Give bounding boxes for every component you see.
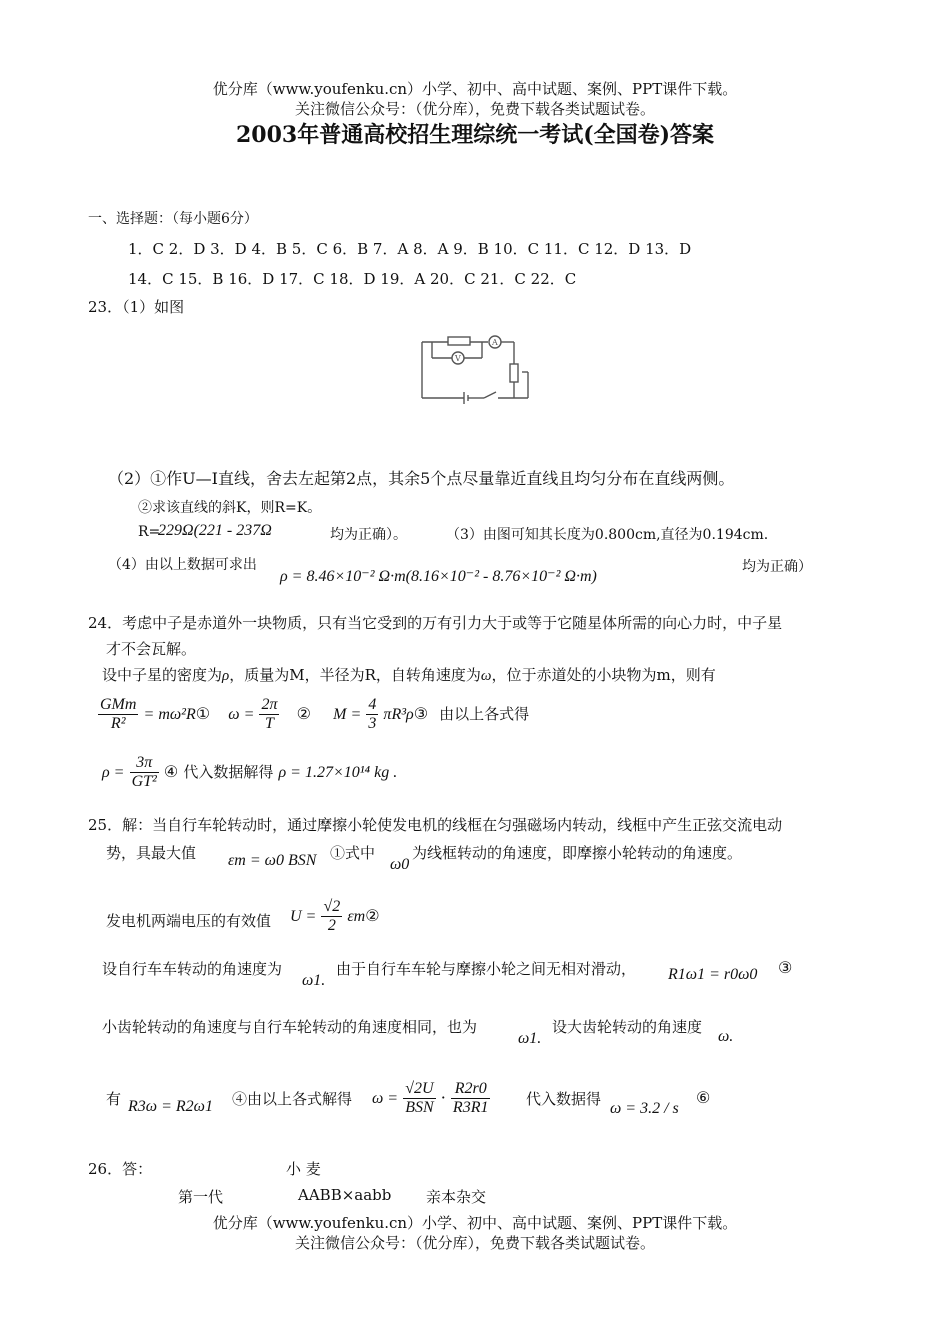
q25-marker-3: ③ <box>778 958 793 977</box>
q25-omega0: ω0 <box>390 856 410 873</box>
answers-row-1: 1．C 2．D 3．D 4．B 5．C 6．B 7．A 8．A 9．B 10．C 11．C 12．D 13．D <box>128 240 692 258</box>
q24-equation-row-1: $\frac{\text{GMm}}{\text{R²}}$ = mω²R① ω = $\frac{2\pi}{T}$ ② M = $\frac{4}{3}$ πR³ρ③ 由以上各式得 <box>100 696 530 732</box>
q23-part2: （2）①作U—I直线，舍去左起第2点，其余5个点尽量靠近直线且均匀分布在直线两侧。 <box>108 469 735 488</box>
eq-voltage-fraction: $\frac{√2}{2}$ <box>323 898 341 934</box>
q23-r-value: 229Ω(221 - 237Ω <box>158 522 272 539</box>
q25-line-3a: 发电机两端电压的有效值 <box>106 912 272 930</box>
eq-mass-fraction: $\frac{4}{3}$ <box>368 696 377 732</box>
footer-line-2: 关注微信公众号：（优分库），免费下载各类试题试卷。 <box>294 1234 655 1252</box>
eq-omega-solution-fraction-1: $\frac{√2U}{\text{BSN}}$ <box>405 1080 434 1116</box>
q26-cross: AABB×aabb <box>298 1186 392 1204</box>
q25-line-5b: 设大齿轮转动的角速度 <box>552 1018 703 1036</box>
q25-line-2a: 势，具最大值 <box>106 844 197 862</box>
svg-text:A: A <box>492 338 498 347</box>
q26-plant: 小 麦 <box>286 1160 321 1178</box>
q25-eq6: ω = 3.2 / s <box>610 1100 679 1117</box>
q25-line-4b: 由于自行车车轮与摩擦小轮之间无相对滑动， <box>336 960 637 978</box>
q25-line-2b: ①式中 <box>330 844 376 862</box>
q23-r-prefix: R= <box>138 524 161 540</box>
q25-emf-equation: εm = ω0 BSN <box>228 852 317 869</box>
q26-parent: 亲本杂交 <box>426 1188 487 1206</box>
q25-line-6a: 有 <box>106 1090 122 1108</box>
q23-part4-suffix: 均为正确） <box>742 559 812 575</box>
q23-rho-expression: ρ = 8.46×10⁻² Ω·m(8.16×10⁻² - 8.76×10⁻² Ω·m) <box>280 568 597 585</box>
q25-line-6c: 代入数据得 <box>526 1090 602 1108</box>
header-line-2: 关注微信公众号：（优分库），免费下载各类试题试卷。 <box>294 100 655 118</box>
eq-omega-fraction: $\frac{2\pi}{T}$ <box>261 696 278 732</box>
svg-text:V: V <box>455 354 461 363</box>
q25-line-6b: ④由以上各式解得 <box>232 1090 353 1108</box>
q23-part3: （3）由图可知其长度为0.800cm,直径为0.194cm. <box>446 527 769 543</box>
q25-eq4: R3ω = R2ω1 <box>128 1098 213 1115</box>
page-title: 2003年普通高校招生理综统一考试(全国卷)答案 <box>235 122 715 148</box>
footer-line-1: 优分库（www.youfenku.cn）小学、初中、高中试题、案例、PPT课件下载。 <box>212 1214 738 1232</box>
answers-row-2: 14．C 15．B 16．D 17．C 18．D 19．A 20．C 21．C 22．C <box>128 270 577 288</box>
q24-equation-row-2: ρ = $\frac{3\pi}{\text{GT²}}$ ④ 代入数据解得 ρ = 1.27×10¹⁴ kg . <box>102 754 398 790</box>
q25-line-5a: 小齿轮转动的角速度与自行车轮转动的角速度相同，也为 <box>102 1018 478 1036</box>
header-line-1: 优分库（www.youfenku.cn）小学、初中、高中试题、案例、PPT课件下载。 <box>212 80 738 98</box>
section1-heading: 一、选择题：（每小题6分） <box>88 211 258 227</box>
q23-r-suffix: 均为正确）。 <box>330 527 407 543</box>
q25-voltage-equation: U = $\frac{√2}{2}$ εm② <box>290 898 380 934</box>
q26-generation: 第一代 <box>178 1188 224 1206</box>
q23-part2b: ②求该直线的斜K，则R=K。 <box>138 500 322 516</box>
q25-omega1-a: ω1. <box>302 972 326 989</box>
q23-label: 23．（1）如图 <box>88 298 185 316</box>
q25-line-1: 25．解：当自行车轮转动时，通过摩擦小轮使发电机的线框在匀强磁场内转动，线框中产生正弦交流电动 <box>88 816 783 834</box>
q25-solution-equation: ω = $\frac{√2U}{\text{BSN}}$ · $\frac{R2r0}{R3R1}$ <box>372 1080 489 1116</box>
q25-eq3: R1ω1 = r0ω0 <box>668 966 758 983</box>
eq-density-fraction: $\frac{3\pi}{\text{GT²}}$ <box>131 754 157 790</box>
eq-gravity-fraction: $\frac{\text{GMm}}{\text{R²}}$ <box>100 696 137 732</box>
q26-label: 26．答： <box>88 1160 153 1178</box>
q25-line-2c: 为线框转动的角速度，即摩擦小轮转动的角速度。 <box>412 844 743 862</box>
q25-line-4a: 设自行车车转动的角速度为 <box>102 960 283 978</box>
q23-part4: （4）由以上数据可求出 <box>108 557 257 573</box>
eq-omega-solution-fraction-2: $\frac{R2r0}{R3R1}$ <box>452 1080 489 1116</box>
q24-line-1: 24．考虑中子是赤道外一块物质，只有当它受到的万有引力大于或等于它随星体所需的向心力时，中子星 <box>88 614 783 632</box>
q24-line-3: 设中子星的密度为ρ，质量为M，半径为R，自转角速度为ω，位于赤道处的小块物为m，则有 <box>102 666 716 684</box>
q25-marker-6: ⑥ <box>696 1088 711 1107</box>
q25-omega-b: ω. <box>718 1028 734 1045</box>
circuit-diagram <box>418 330 534 404</box>
q25-omega1-b: ω1. <box>518 1030 542 1047</box>
q24-line-2: 才不会瓦解。 <box>106 640 197 658</box>
